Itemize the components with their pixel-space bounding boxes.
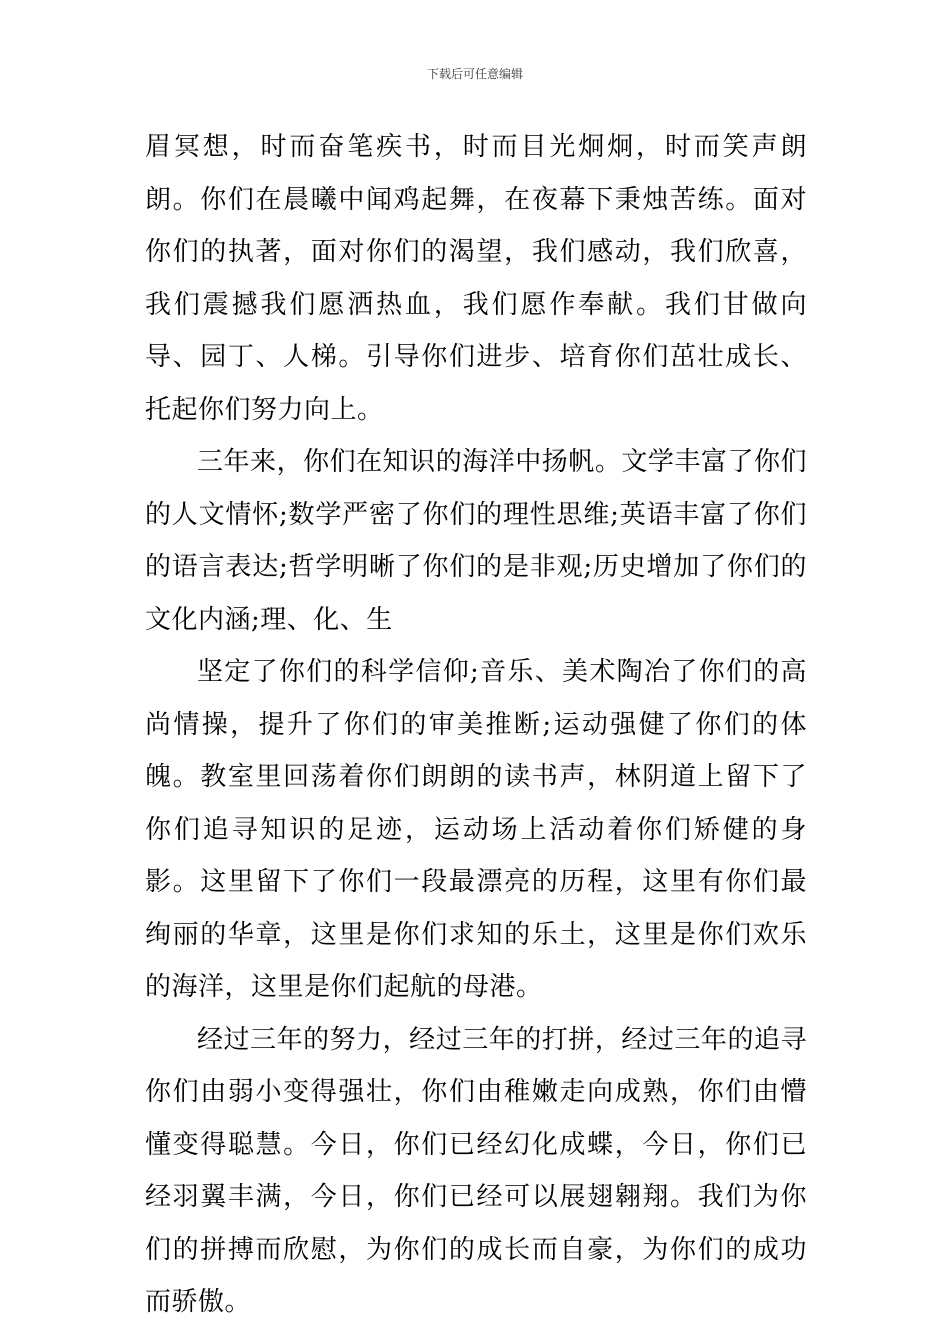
paragraph-1: 眉冥想，时而奋笔疾书，时而目光炯炯，时而笑声朗朗。你们在晨曦中闻鸡起舞，在夜幕下秉烛苦练。面对你们的执著，面对你们的渴望，我们感动，我们欣喜，我们震撼我们愿洒热血，我们愿作奉献。我们甘做向导、园丁、人梯。引导你们进步、培育你们茁壮成长、托起你们努力向上。: [145, 132, 807, 425]
document-body: [145, 121, 807, 1329]
paragraph-3: 坚定了你们的科学信仰;音乐、美术陶冶了你们的高尚情操，提升了你们的审美推断;运动强健了你们的体魄。教室里回荡着你们朗朗的读书声，林阴道上留下了你们追寻知识的足迹，运动场上活动着你们矫健的身影。这里留下了你们一段最漂亮的历程，这里有你们最绚丽的华章，这里是你们求知的乐土，这里是你们欢乐的海洋，这里是你们起航的母港。: [145, 657, 807, 1002]
page-header: 下载后可任意编辑: [426, 67, 523, 81]
paragraph-2: 三年来，你们在知识的海洋中扬帆。文学丰富了你们的人文情怀;数学严密了你们的理性思维;英语丰富了你们的语言表达;哲学明晰了你们的是非观;历史增加了你们的文化内涵;理、化、生: [145, 447, 807, 635]
paragraph-4: 经过三年的努力，经过三年的打拼，经过三年的追寻你们由弱小变得强壮，你们由稚嫩走向成熟，你们由懵懂变得聪慧。今日，你们已经幻化成蝶，今日，你们已经羽翼丰满，今日，你们已经可以展翅翱翔。我们为你们的拼搏而欣慰，为你们的成长而自豪，为你们的成功而骄傲。: [145, 1024, 807, 1317]
